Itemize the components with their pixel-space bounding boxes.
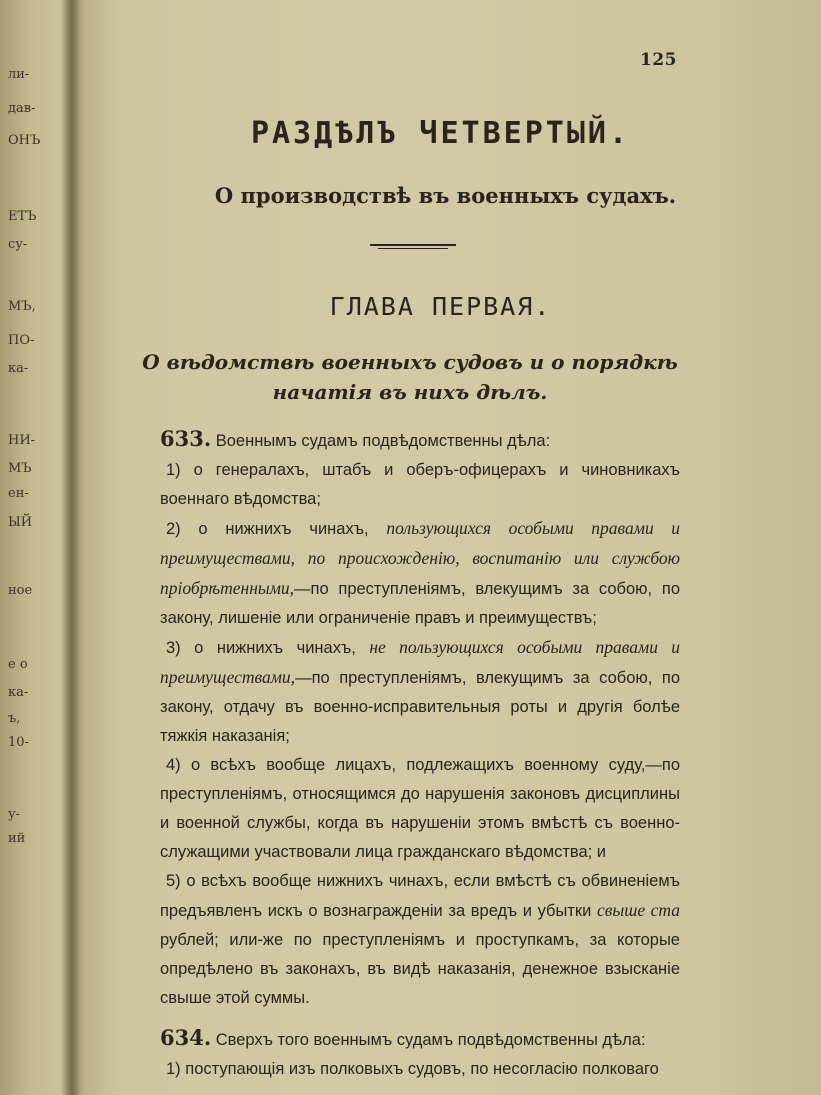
left-fragment-line: ЕТЪ <box>8 209 37 224</box>
article-number: 634. <box>160 1025 212 1050</box>
article-item: 4) о всѣхъ вообще лицахъ, подлежащихъ военному суду,—по преступленіямъ, относящимся до нарушенія законовъ дисциплины и военной службы, когда въ нарушеніи этомъ вмѣстѣ съ военно-служащими участвовали лица гражданскаго вѣдомства; и <box>160 756 680 861</box>
article-item: 1) поступающія изъ полковыхъ судовъ, по несогласію полковаго <box>166 1060 659 1078</box>
article-item: 2) о нижнихъ чинахъ, пользующихся особыми правами и преимуществами, по происхожденію, воспитанію или службою пріобрѣтенными,—по преступленіямъ, влекущимъ за собою, по закону, лишеніе или ограниченіе правъ и преимуществъ; <box>160 518 680 627</box>
left-fragment-line: МЪ <box>8 461 32 476</box>
left-fragment-line: е о <box>8 657 28 672</box>
left-fragment-line: 10- <box>8 735 29 750</box>
left-fragment-line: ий <box>8 831 26 846</box>
left-fragment-line: ЫЙ <box>8 515 33 530</box>
chapter-subtitle: О вѣдомствѣ военныхъ судовъ и о порядкѣ начатія въ нихъ дѣлъ. <box>142 350 678 404</box>
left-fragment-line: ка- <box>8 361 29 376</box>
left-fragment-line: ОНЪ <box>8 133 41 148</box>
left-fragment-line: ка- <box>8 685 29 700</box>
left-page-fragment <box>0 0 60 1095</box>
left-fragment-line: дав- <box>8 101 36 116</box>
page-number: 125 <box>640 50 677 70</box>
left-fragment-line: ен- <box>8 486 29 501</box>
left-fragment-line: у- <box>8 807 21 822</box>
left-fragment-line: ъ, <box>8 711 21 726</box>
left-fragment-line: ли- <box>8 67 30 82</box>
chapter-title: ГЛАВА ПЕРВАЯ. <box>329 292 552 321</box>
section-title: РАЗДѢЛЪ ЧЕТВЕРТЫЙ. <box>250 116 631 151</box>
article-item: 3) о нижнихъ чинахъ, не пользующихся особыми правами и преимуществами,—по преступленіямъ, влекущимъ за собою, по закону, отдачу въ военно-исправительныя роты и другія болѣе тяжкія наказанія; <box>160 637 680 745</box>
left-fragment-line: су- <box>8 237 28 252</box>
book-gutter <box>62 0 84 1095</box>
left-fragment-line: ПО- <box>8 333 35 348</box>
article-item: 1) о генералахъ, штабъ и оберъ-офицерахъ и чиновникахъ военнаго вѣдомства; <box>160 461 680 508</box>
left-fragment-line: НИ- <box>8 433 36 448</box>
article-intro: Военнымъ судамъ подвѣдомственны дѣла: <box>211 432 551 450</box>
article-intro: Сверхъ того военнымъ судамъ подвѣдомственны дѣла: <box>211 1031 646 1049</box>
article-number: 633. <box>160 426 212 451</box>
article-item: 5) о всѣхъ вообще нижнихъ чинахъ, если вмѣстѣ съ обвиненіемъ предъявленъ искъ о вознагражденіи за вредъ и убытки свыше ста рублей; или-же по преступленіямъ и проступкамъ, за которые опредѣлено въ законахъ, въ видѣ наказанія, денежное взысканіе свыше этой суммы. <box>160 872 680 1007</box>
section-subtitle: О производствѣ въ военныхъ судахъ. <box>214 183 677 208</box>
article-633 <box>160 424 680 1013</box>
left-fragment-line: МЪ, <box>8 299 36 314</box>
article-634 <box>160 1023 680 1084</box>
left-fragment-line: ное <box>8 583 33 598</box>
body-text <box>160 424 680 1084</box>
ornamental-rule <box>370 244 456 246</box>
